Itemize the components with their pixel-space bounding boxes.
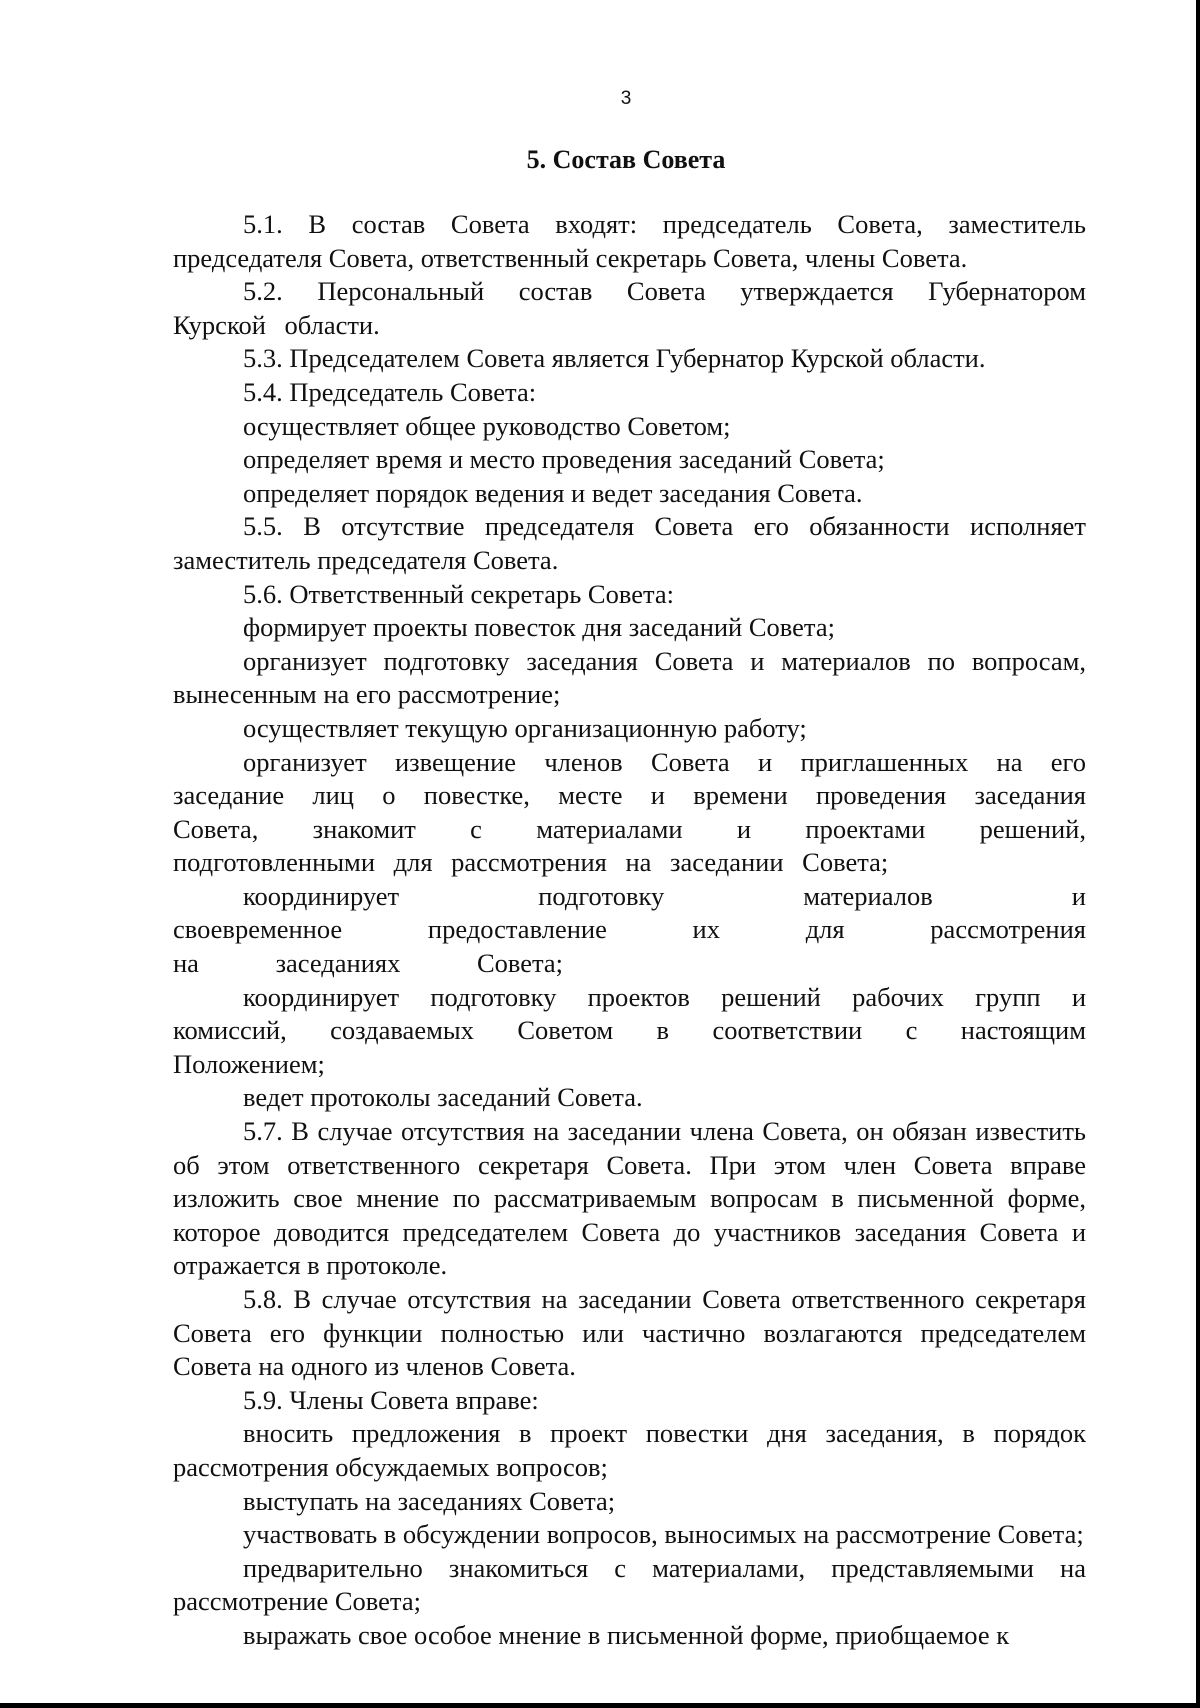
list-item: выражать свое особое мнение в письменной форме, приобщаемое к	[243, 1619, 1010, 1650]
paragraph-5-3: 5.3. Председателем Совета является Губернатор Курской области.	[243, 343, 986, 374]
list-item: осуществляет текущую организационную работу;	[243, 712, 807, 743]
paragraph-5-9: 5.9. Члены Совета вправе:	[243, 1384, 539, 1415]
paragraph-5-8: 5.8. В случае отсутствия на заседании Совета ответственного секретаря Совета его функции полностью или частично возлагаются председателем Совета на одного из членов Совета.	[173, 1284, 1086, 1382]
page-number: 3	[620, 88, 632, 109]
scan-border-right	[1196, 0, 1200, 1708]
list-item: координирует подготовку проектов решений рабочих групп и комиссий, создаваемых Советом в соответствии с настоящим Положением;	[173, 981, 1086, 1079]
list-item: определяет порядок ведения и ведет заседания Совета.	[243, 477, 863, 508]
list-item: организует извещение членов Совета и приглашенных на его заседание лиц о повестке, месте и времени проведения заседания Совета, знакомит с материалами и проектами решений, подготовленными для рассмотрения на заседании Совета;	[173, 746, 1086, 878]
list-item: выступать на заседаниях Совета;	[243, 1485, 616, 1516]
paragraph-5-4: 5.4. Председатель Совета:	[243, 376, 537, 407]
paragraph-5-7: 5.7. В случае отсутствия на заседании члена Совета, он обязан известить об этом ответственного секретаря Совета. При этом член Совета вправе изложить свое мнение по рассматриваемым вопросам в письменной форме, которое доводится председателем Совета до участников заседания Совета и отражается в протоколе.	[173, 1116, 1086, 1281]
list-item: участвовать в обсуждении вопросов, выносимых на рассмотрение Совета;	[243, 1519, 1084, 1550]
list-item: ведет протоколы заседаний Совета.	[243, 1082, 643, 1113]
list-item: определяет время и место проведения заседаний Совета;	[243, 444, 885, 475]
list-item: осуществляет общее руководство Советом;	[243, 410, 731, 441]
paragraph-5-5: 5.5. В отсутствие председателя Совета его обязанности исполняет заместитель председателя Совета.	[173, 511, 1086, 575]
list-item: координирует подготовку материалов и своевременное предоставление их для рассмотрения на заседаниях Совета;	[173, 880, 1086, 979]
paragraph-5-6: 5.6. Ответственный секретарь Совета:	[243, 578, 674, 609]
scan-border-bottom	[0, 1703, 1200, 1708]
list-item: формирует проекты повесток дня заседаний Совета;	[243, 612, 835, 643]
paragraph-5-2: 5.2. Персональный состав Совета утверждается Губернатором Курской области.	[173, 276, 1086, 340]
document-body	[173, 208, 1086, 1653]
section-title: 5. Состав Совета	[526, 145, 726, 174]
paragraph-5-1: 5.1. В состав Совета входят: председатель Совета, заместитель председателя Совета, ответственный секретарь Совета, члены Совета.	[173, 209, 1086, 273]
list-item: организует подготовку заседания Совета и материалов по вопросам, вынесенным на его рассмотрение;	[173, 645, 1086, 710]
list-item: предварительно знакомиться с материалами, представляемыми на рассмотрение Совета;	[173, 1552, 1086, 1617]
list-item: вносить предложения в проект повестки дня заседания, в порядок рассмотрения обсуждаемых вопросов;	[173, 1418, 1086, 1482]
